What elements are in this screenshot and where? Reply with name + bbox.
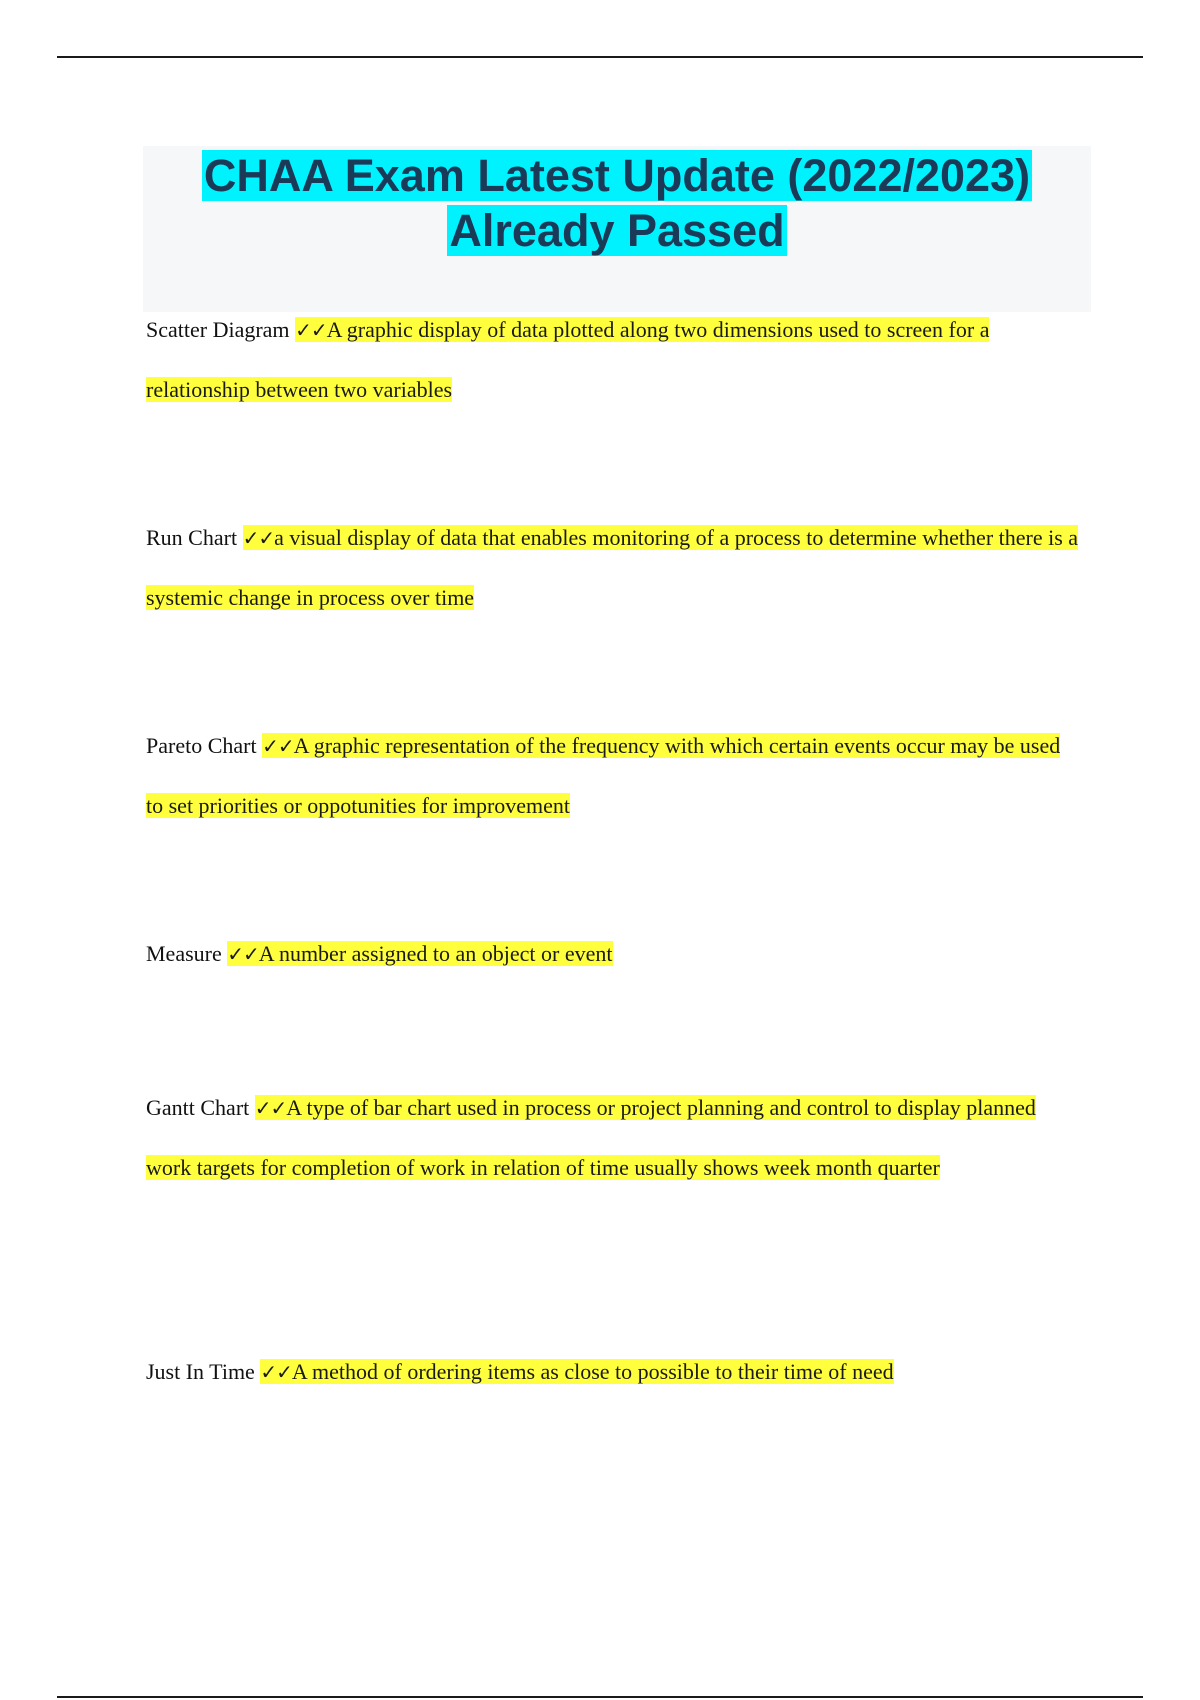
double-check-icon: ✓✓ bbox=[227, 942, 259, 966]
bottom-rule bbox=[57, 1696, 1143, 1698]
entry-definition-highlight bbox=[260, 1359, 893, 1384]
entry-scatter-diagram bbox=[146, 300, 1082, 420]
entry-just-in-time bbox=[146, 1342, 1082, 1402]
entry-term: Measure bbox=[146, 941, 222, 966]
entry-definition: A method of ordering items as close to possible to their time of need bbox=[291, 1359, 894, 1384]
entry-pareto-chart bbox=[146, 716, 1082, 836]
entry-term: Scatter Diagram bbox=[146, 317, 290, 342]
entry-term: Pareto Chart bbox=[146, 733, 257, 758]
entry-definition: A number assigned to an object or event bbox=[258, 941, 613, 966]
page-title bbox=[143, 146, 1091, 258]
entry-definition: a visual display of data that enables monitoring of a process to determine whether there is a systemic change in process over time bbox=[146, 525, 1079, 610]
title-line-2: Already Passed bbox=[449, 205, 785, 256]
title-line-1: CHAA Exam Latest Update (2022/2023) bbox=[203, 150, 1031, 201]
double-check-icon: ✓✓ bbox=[254, 1096, 287, 1120]
entry-term: Just In Time bbox=[146, 1359, 255, 1384]
title-block bbox=[143, 146, 1091, 312]
entry-run-chart bbox=[146, 508, 1082, 628]
entry-definition-highlight bbox=[227, 941, 612, 966]
double-check-icon: ✓✓ bbox=[260, 1360, 292, 1384]
entry-definition-highlight bbox=[146, 1095, 1036, 1180]
entry-definition: A graphic representation of the frequency with which certain events occur may be used to set priorities or oppotunities for improvement bbox=[146, 733, 1061, 818]
entry-definition-highlight bbox=[146, 525, 1078, 610]
entry-gantt-chart bbox=[146, 1078, 1082, 1198]
entry-definition: A graphic display of data plotted along two dimensions used to screen for a relationship between two variables bbox=[146, 317, 990, 402]
entry-definition: A type of bar chart used in process or project planning and control to display planned work targets for completion of work in relation of time usually shows week month quarter bbox=[146, 1095, 1036, 1180]
double-check-icon: ✓✓ bbox=[242, 526, 275, 550]
entry-measure bbox=[146, 924, 1082, 984]
entry-term: Gantt Chart bbox=[146, 1095, 250, 1120]
entry-definition-highlight bbox=[146, 733, 1060, 818]
double-check-icon: ✓✓ bbox=[262, 734, 294, 758]
double-check-icon: ✓✓ bbox=[295, 318, 327, 342]
top-rule bbox=[57, 56, 1143, 58]
entry-term: Run Chart bbox=[146, 525, 238, 550]
